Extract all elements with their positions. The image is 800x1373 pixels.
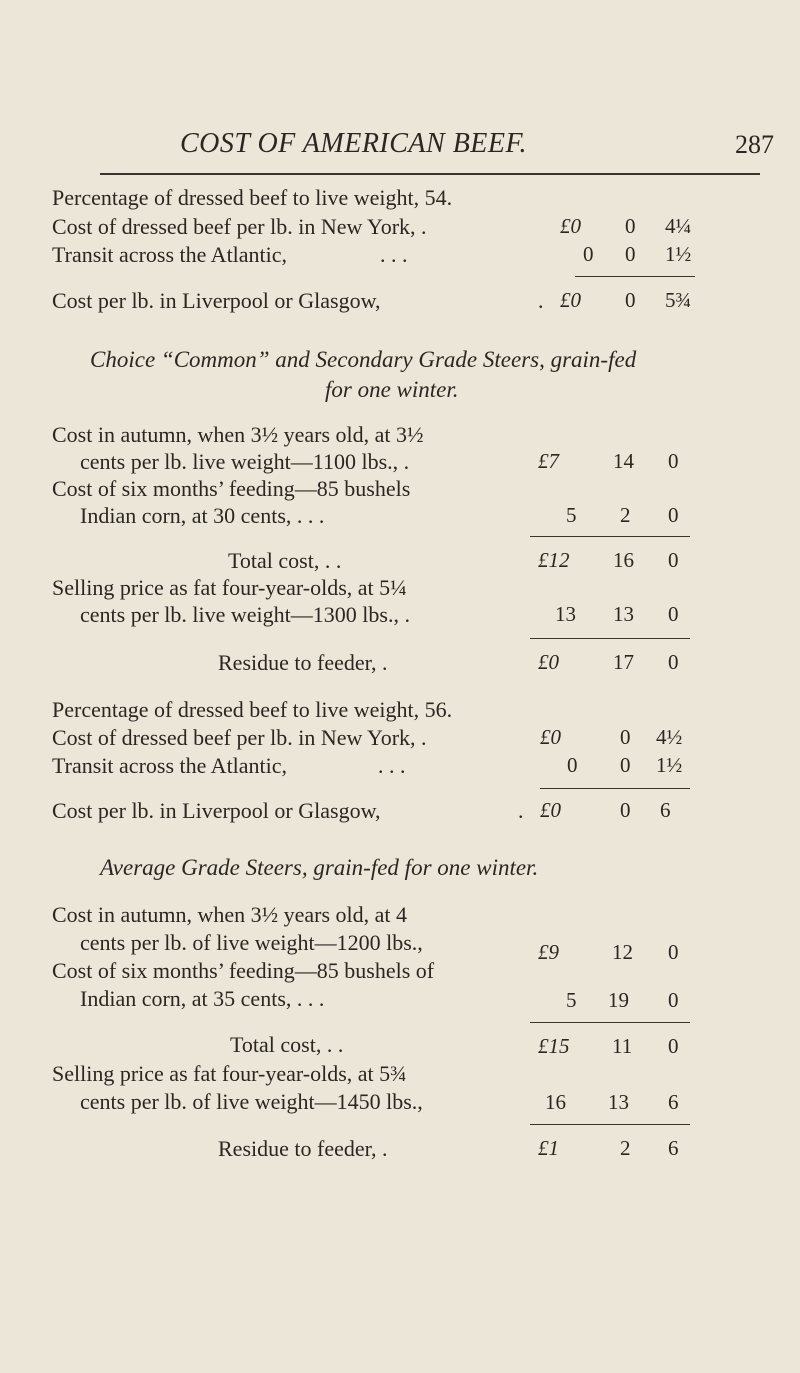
feeding-cost-line2: Indian corn, at 30 cents, . . . [80,503,325,528]
selling-shillings: 13 [613,602,634,626]
ny-cost-pence: 4½ [656,725,683,749]
feeding-shillings: 2 [620,503,631,527]
liverpool-label: Cost per lb. in Liverpool or Glasgow, [52,288,381,313]
sum-rule [540,788,690,789]
total-cost-label: Total cost, . . [230,1032,344,1057]
pct-line-56: Percentage of dressed beef to live weight, 56. [52,697,453,722]
liverpool-pounds: £0 [560,288,581,312]
residue-label: Residue to feeder, . [218,1136,388,1161]
total-pounds: £15 [538,1034,570,1058]
ny-cost-label: Cost of dressed beef per lb. in New York, . [52,725,427,750]
transit-dots: . . . [378,753,406,778]
residue-pence: 6 [668,1136,679,1160]
ny-cost-shillings: 0 [620,725,631,749]
transit-dots: . . . [380,242,408,267]
feeding-cost-line1: Cost of six months’ feeding—85 bushels of [52,958,435,983]
selling-shillings: 13 [608,1090,629,1114]
total-pence: 0 [668,548,679,572]
selling-price-line1: Selling price as fat four-year-olds, at 5¼ [52,575,407,600]
section-heading-choice: Choice “Common” and Secondary Grade Steers, grain-fed [90,347,637,372]
autumn-pence: 0 [668,449,679,473]
selling-pounds: 16 [545,1090,566,1114]
feeding-pence: 0 [668,988,679,1012]
sum-rule [530,638,690,639]
feeding-shillings: 19 [608,988,629,1012]
liverpool-dot: . [538,288,544,313]
transit-label: Transit across the Atlantic, [52,242,288,267]
selling-pence: 0 [668,602,679,626]
selling-price-line2: cents per lb. of live weight—1450 lbs., [80,1089,423,1114]
total-shillings: 16 [613,548,634,572]
residue-label: Residue to feeder, . [218,650,388,675]
liverpool-pence: 5¾ [665,288,692,312]
total-cost-label: Total cost, . . [228,548,342,573]
running-header: COST OF AMERICAN BEEF. [180,128,527,159]
liverpool-pounds: £0 [540,798,561,822]
autumn-shillings: 12 [612,940,633,964]
autumn-cost-line1: Cost in autumn, when 3½ years old, at 3½ [52,422,424,447]
liverpool-dot: . [518,798,524,823]
autumn-cost-line2: cents per lb. of live weight—1200 lbs., [80,930,423,955]
autumn-pence: 0 [668,940,679,964]
ny-cost-label: Cost of dressed beef per lb. in New York, . [52,214,427,239]
residue-pence: 0 [668,650,679,674]
liverpool-shillings: 0 [620,798,631,822]
selling-pence: 6 [668,1090,679,1114]
residue-pounds: £1 [538,1136,559,1160]
selling-price-line2: cents per lb. live weight—1300 lbs., . [80,602,410,627]
autumn-pounds: £9 [538,940,559,964]
liverpool-shillings: 0 [625,288,636,312]
liverpool-label: Cost per lb. in Liverpool or Glasgow, [52,798,381,823]
liverpool-pence: 6 [660,798,671,822]
residue-shillings: 2 [620,1136,631,1160]
feeding-cost-line1: Cost of six months’ feeding—85 bushels [52,476,411,501]
autumn-cost-line1: Cost in autumn, when 3½ years old, at 4 [52,902,408,927]
transit-pounds: 0 [583,242,594,266]
ny-cost-pence: 4¼ [665,214,692,238]
selling-pounds: 13 [555,602,576,626]
ny-cost-shillings: 0 [625,214,636,238]
transit-shillings: 0 [620,753,631,777]
total-shillings: 11 [612,1034,633,1058]
sum-rule [530,536,690,537]
ny-cost-pounds: £0 [540,725,561,749]
total-pence: 0 [668,1034,679,1058]
autumn-shillings: 14 [613,449,634,473]
autumn-cost-line2: cents per lb. live weight—1100 lbs., . [80,449,410,474]
feeding-pounds: 5 [566,988,577,1012]
feeding-pounds: 5 [566,503,577,527]
header-rule [100,173,760,175]
sum-rule [575,276,695,277]
sum-rule [530,1022,690,1023]
pct-line-54: Percentage of dressed beef to live weight, 54. [52,185,453,210]
autumn-pounds: £7 [538,449,559,473]
residue-shillings: 17 [613,650,634,674]
feeding-pence: 0 [668,503,679,527]
residue-pounds: £0 [538,650,559,674]
transit-label: Transit across the Atlantic, [52,753,288,778]
transit-pounds: 0 [567,753,578,777]
feeding-cost-line2: Indian corn, at 35 cents, . . . [80,986,325,1011]
section-heading-average: Average Grade Steers, grain-fed for one winter. [100,855,539,880]
section-heading-choice-line2: for one winter. [325,377,459,402]
transit-shillings: 0 [625,242,636,266]
transit-pence: 1½ [656,753,683,777]
transit-pence: 1½ [665,242,692,266]
page-number: 287 [735,130,774,159]
total-pounds: £12 [538,548,570,572]
ny-cost-pounds: £0 [560,214,581,238]
sum-rule [530,1124,690,1125]
selling-price-line1: Selling price as fat four-year-olds, at 5¾ [52,1061,407,1086]
